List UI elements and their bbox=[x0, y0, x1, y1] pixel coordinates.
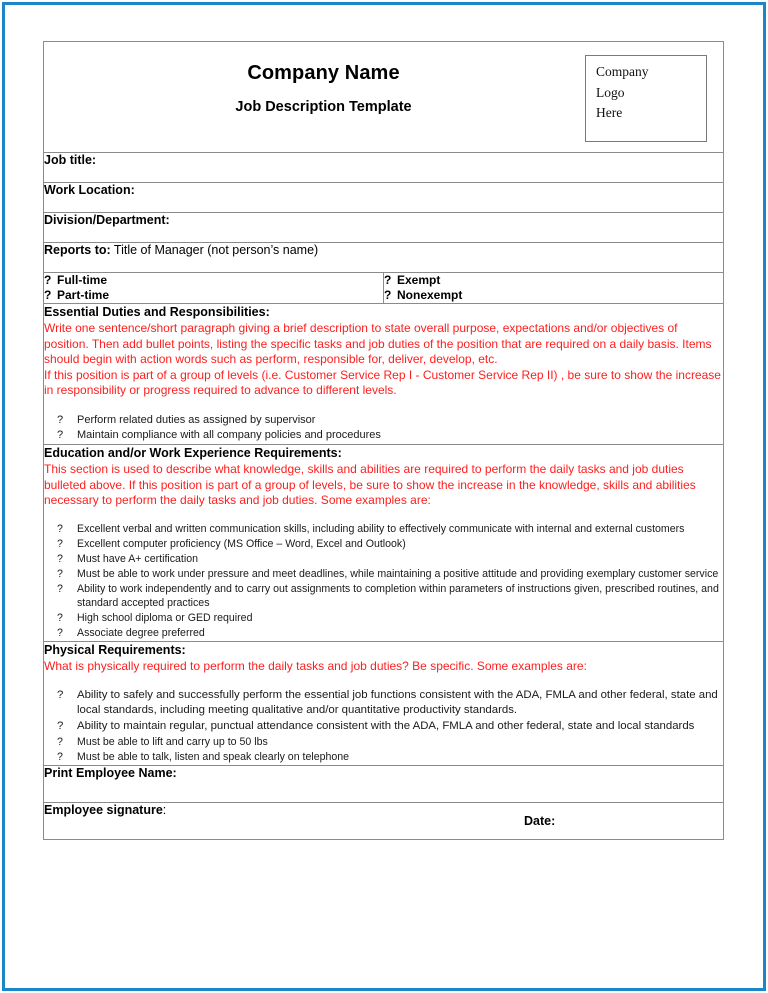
list-item-text: Ability to work independently and to carry out assignments to completion within parameters of instructions given, prescribed routines, and standard accepted practices bbox=[77, 582, 719, 609]
physical-requirements-instructions bbox=[44, 659, 723, 674]
company-logo-placeholder bbox=[585, 55, 707, 142]
print-name-row bbox=[44, 766, 724, 803]
reports-to-label: Reports to: bbox=[44, 243, 111, 257]
education-bullet-list bbox=[44, 522, 723, 641]
checkbox-nonexempt-label: Nonexempt bbox=[397, 288, 463, 302]
list-item-text: Ability to safely and successfully perform the essential job functions consistent with the ADA, FMLA and other federal, state and local standards, including meeting qualitative and/or quantitative productivity standards. bbox=[77, 688, 718, 716]
reports-to-value: Title of Manager (not person’s name) bbox=[110, 243, 319, 257]
essential-duties-title: Essential Duties and Responsibilities: bbox=[44, 305, 270, 319]
list-item-text: Must have A+ certification bbox=[77, 552, 199, 565]
signature-colon: : bbox=[162, 803, 167, 818]
checkbox-part-time-label: Part-time bbox=[57, 288, 110, 302]
signature-row bbox=[44, 803, 724, 840]
list-item bbox=[44, 567, 723, 581]
checkbox-full-time[interactable] bbox=[44, 273, 383, 288]
list-item bbox=[44, 611, 723, 625]
bullet-icon: ? bbox=[57, 736, 63, 749]
reports-to-field[interactable] bbox=[44, 243, 724, 273]
instruction-paragraph: This section is used to describe what knowledge, skills and abilities are required to perform the daily tasks and job duties bulleted above. If this position is part of a group of levels, be sure to show the increase in the knowledge, skills and abilities necessary to perform the daily tasks and job duties. Some examples are: bbox=[44, 462, 696, 508]
education-instructions bbox=[44, 462, 723, 508]
print-employee-name-label: Print Employee Name: bbox=[44, 766, 177, 781]
header-cell bbox=[44, 42, 724, 153]
bullet-icon: ? bbox=[57, 720, 64, 733]
essential-duties-bullet-list bbox=[44, 413, 723, 443]
essential-duties-instructions bbox=[44, 321, 723, 398]
work-location-row bbox=[44, 183, 724, 213]
company-name: Company Name bbox=[247, 62, 400, 84]
list-item-text: Associate degree preferred bbox=[77, 627, 205, 640]
physical-requirements-bullet-list bbox=[44, 688, 723, 734]
employee-signature-label: Employee signature bbox=[44, 803, 163, 818]
checkbox-icon[interactable]: ? bbox=[44, 273, 52, 287]
list-item bbox=[44, 537, 723, 551]
list-item-text: Must be able to lift and carry up to 50 lbs bbox=[77, 736, 268, 749]
logo-line-2: Logo bbox=[596, 84, 625, 100]
bullet-icon: ? bbox=[57, 567, 63, 580]
division-department-field[interactable] bbox=[44, 213, 724, 243]
checkbox-part-time[interactable] bbox=[44, 288, 383, 303]
job-title-row bbox=[44, 153, 724, 183]
work-location-field[interactable] bbox=[44, 183, 724, 213]
checkbox-exempt[interactable] bbox=[384, 273, 723, 288]
logo-line-3: Here bbox=[596, 105, 623, 121]
physical-requirements-title: Physical Requirements: bbox=[44, 643, 186, 658]
physical-requirements-section bbox=[44, 642, 724, 766]
bullet-icon: ? bbox=[57, 611, 63, 624]
list-item-text: Must be able to work under pressure and meet deadlines, while maintaining a positive attitude and providing exemplary customer service bbox=[77, 567, 719, 580]
list-item-text: Perform related duties as assigned by supervisor bbox=[77, 413, 316, 426]
education-row bbox=[44, 444, 724, 641]
page-frame bbox=[2, 2, 766, 991]
physical-requirements-bullet-list-secondary bbox=[44, 735, 723, 764]
list-item bbox=[44, 626, 723, 640]
header-row bbox=[44, 42, 724, 153]
checkbox-full-time-label: Full-time bbox=[57, 273, 107, 287]
bullet-icon: ? bbox=[57, 688, 64, 701]
bullet-icon: ? bbox=[57, 413, 64, 426]
job-title-field[interactable] bbox=[44, 153, 724, 183]
list-item-text: Excellent verbal and written communication skills, including ability to effectively communicate with internal and external customers bbox=[77, 522, 685, 535]
logo-line-1: Company bbox=[596, 64, 649, 79]
instruction-paragraph: What is physically required to perform the daily tasks and job duties? Be specific. Some examples are: bbox=[44, 659, 587, 674]
instruction-paragraph: If this position is part of a group of levels (i.e. Customer Service Rep I - Customer Service Rep II) , be sure to show the increase in responsibility or progress required to advance to different levels. bbox=[44, 367, 721, 398]
list-item-text: Excellent computer proficiency (MS Office – Word, Excel and Outlook) bbox=[77, 537, 406, 550]
list-item bbox=[44, 552, 723, 566]
list-item bbox=[44, 522, 723, 536]
checkbox-icon[interactable]: ? bbox=[44, 288, 52, 302]
bullet-icon: ? bbox=[57, 627, 63, 640]
document-subtitle: Job Description Template bbox=[235, 99, 412, 115]
bullet-icon: ? bbox=[57, 582, 63, 595]
essential-duties-section bbox=[44, 304, 724, 445]
list-item bbox=[44, 413, 723, 428]
education-title: Education and/or Work Experience Requirements: bbox=[44, 445, 342, 460]
bullet-icon: ? bbox=[57, 522, 63, 535]
list-item bbox=[44, 582, 723, 610]
checkbox-icon[interactable]: ? bbox=[384, 273, 392, 287]
job-title-label: Job title: bbox=[44, 153, 97, 167]
list-item bbox=[44, 735, 723, 749]
date-label[interactable]: Date: bbox=[524, 814, 556, 829]
employment-status-row bbox=[44, 273, 724, 304]
list-item bbox=[44, 750, 723, 764]
work-location-label: Work Location: bbox=[44, 183, 135, 197]
employee-signature-field[interactable] bbox=[44, 803, 724, 840]
print-employee-name-field[interactable] bbox=[44, 766, 724, 803]
division-department-row bbox=[44, 213, 724, 243]
division-department-label: Division/Department: bbox=[44, 213, 170, 227]
flsa-status-cell bbox=[384, 273, 724, 304]
list-item-text: Ability to maintain regular, punctual attendance consistent with the ADA, FMLA and other federal, state and local standards bbox=[77, 720, 695, 733]
education-section bbox=[44, 444, 724, 641]
checkbox-nonexempt[interactable] bbox=[384, 288, 723, 303]
list-item bbox=[44, 688, 723, 718]
physical-requirements-row bbox=[44, 642, 724, 766]
employment-type-cell bbox=[44, 273, 384, 304]
job-description-table bbox=[43, 41, 724, 840]
bullet-icon: ? bbox=[57, 552, 63, 565]
essential-duties-row bbox=[44, 304, 724, 445]
list-item-text: Maintain compliance with all company policies and procedures bbox=[77, 429, 381, 442]
list-item-text: Must be able to talk, listen and speak clearly on telephone bbox=[77, 751, 350, 764]
bullet-icon: ? bbox=[57, 751, 63, 764]
instruction-paragraph: Write one sentence/short paragraph giving a brief description to state overall purpose, expectations and/or objectives of position. Then add bullet points, listing the specific tasks and job duties of the position that are required on a daily basis. Items should begin with action words such as perform, responsible for, deliver, develop, etc. bbox=[44, 321, 712, 367]
checkbox-icon[interactable]: ? bbox=[384, 288, 392, 302]
checkbox-exempt-label: Exempt bbox=[397, 273, 441, 287]
list-item-text: High school diploma or GED required bbox=[77, 611, 253, 624]
list-item bbox=[44, 428, 723, 443]
list-item bbox=[44, 719, 723, 734]
reports-to-row bbox=[44, 243, 724, 273]
bullet-icon: ? bbox=[57, 537, 63, 550]
bullet-icon: ? bbox=[57, 429, 64, 442]
